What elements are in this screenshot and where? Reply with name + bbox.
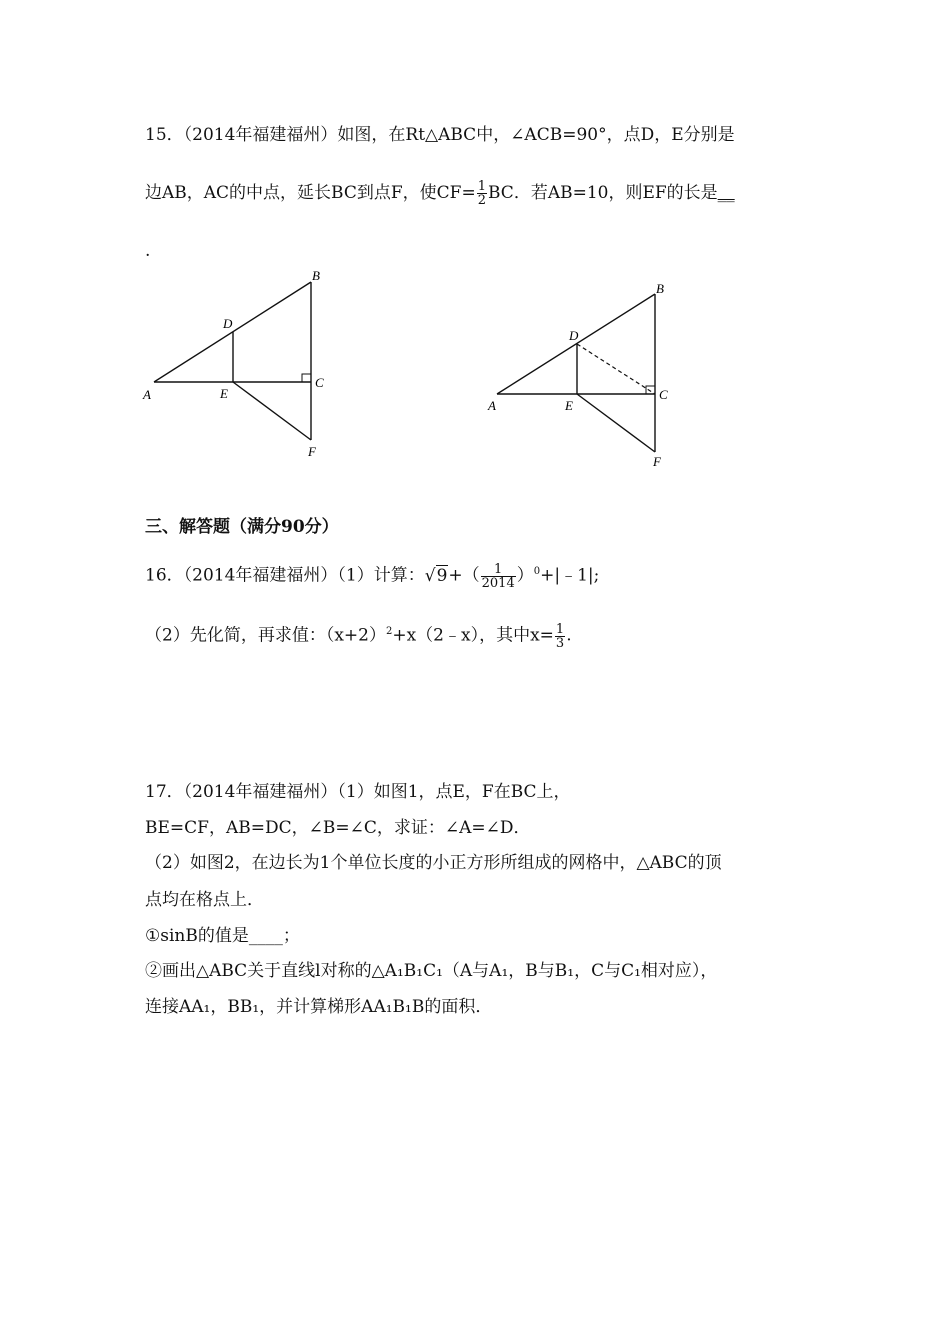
q16-frac-num: 1 xyxy=(481,563,516,577)
q17-line6: ②画出△ABC关于直线l对称的△A₁B₁C₁（A与A₁，B与B₁，C与C₁相对应）， xyxy=(145,961,718,981)
fig2-label-b: B xyxy=(656,281,664,296)
q15-fraction xyxy=(477,180,487,207)
q16-fraction xyxy=(481,563,516,590)
q15-line2-pre: 边AB，AC的中点，延长BC到点F，使CF= xyxy=(145,183,476,203)
fig1-label-f: F xyxy=(308,444,316,458)
q15-line2-post: BC．若AB=10，则EF的长是 xyxy=(488,183,718,203)
q16-x-fraction xyxy=(555,623,565,650)
q15-figure-1 xyxy=(140,268,340,458)
q15-blank: __ xyxy=(717,183,735,203)
q16-part1-post: +|﹣1|; xyxy=(540,565,600,586)
q16-sqrt: √9 xyxy=(424,565,448,586)
q16-plus-open: +（ xyxy=(448,565,480,586)
fig1-label-d: D xyxy=(223,316,233,331)
q16-part2-mid: +x（2﹣x），其中x= xyxy=(392,625,554,646)
fig2-label-c: C xyxy=(659,387,668,402)
q17-line7: 连接AA₁，BB₁，并计算梯形AA₁B₁B的面积． xyxy=(145,997,493,1017)
fig1-label-a: A xyxy=(143,387,151,402)
q15-frac-den: 2 xyxy=(477,193,486,208)
q16-x-den: 3 xyxy=(555,635,565,651)
q16-part2 xyxy=(145,621,572,650)
fig2-label-d: D xyxy=(569,328,579,343)
q16-close: ） xyxy=(516,565,534,586)
fig2-label-a: A xyxy=(488,398,496,413)
q15-line2 xyxy=(145,180,735,207)
fig2-label-e: E xyxy=(565,398,573,413)
q17-line5: ①sinB的值是____； xyxy=(145,926,300,946)
q16-exp0: 0 xyxy=(533,566,541,577)
q17-line1: 17．（2014年福建福州）（1）如图1，点E，F在BC上， xyxy=(145,782,571,802)
fig2-label-f: F xyxy=(653,454,661,469)
q17-line4: 点均在格点上． xyxy=(145,890,264,910)
fig1-label-b: B xyxy=(312,268,320,283)
q15-figure-2 xyxy=(485,280,685,480)
q16-part1 xyxy=(145,561,599,590)
section3-title: 三、解答题（满分90分） xyxy=(145,517,339,537)
q16-sqrt-val: 9 xyxy=(436,565,448,586)
q16-x-num: 1 xyxy=(555,621,565,637)
q15-frac-num: 1 xyxy=(477,179,486,194)
q15-line1: 15．（2014年福建福州）如图，在Rt△ABC中，∠ACB=90°，点D，E分别是 xyxy=(145,125,735,145)
q16-part1-pre: 16．（2014年福建福州）（1）计算： xyxy=(145,565,425,586)
q15-period: . xyxy=(145,241,151,261)
q17-line3: （2）如图2，在边长为1个单位长度的小正方形所组成的网格中，△ABC的顶 xyxy=(145,853,722,873)
q16-exp2: 2 xyxy=(385,626,393,637)
fig1-label-e: E xyxy=(220,386,228,401)
fig1-label-c: C xyxy=(315,375,324,390)
q16-part2-end: . xyxy=(566,625,572,646)
q16-frac-den: 2014 xyxy=(481,575,515,591)
q16-part2-pre: （2）先化简，再求值：（x+2） xyxy=(145,625,386,646)
q17-line2: BE=CF，AB=DC，∠B=∠C，求证：∠A=∠D． xyxy=(145,818,531,838)
